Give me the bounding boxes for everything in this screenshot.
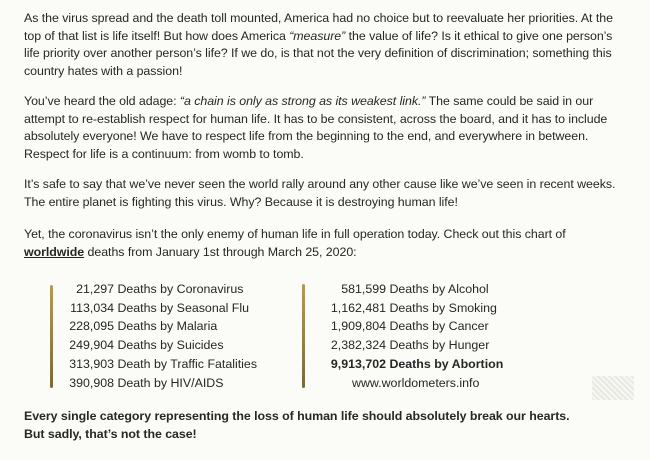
- left-column-rule: [50, 285, 53, 388]
- death-row: [58, 280, 288, 299]
- death-count: 313,903: [69, 356, 114, 371]
- death-count: 21,297: [76, 282, 114, 296]
- death-count: 390,908: [69, 375, 114, 390]
- death-count: 1,909,804: [330, 319, 386, 334]
- death-cause: Death by HIV/AIDS: [117, 375, 224, 390]
- paragraph-adage-text: You’ve heard the old adage:: [24, 94, 180, 108]
- death-row: [310, 336, 610, 355]
- death-cause: Deaths by Seasonal Flu: [117, 300, 250, 315]
- death-count: 2,382,324: [330, 338, 386, 353]
- closing-line-2: But sadly, that’s not the case!: [24, 426, 197, 441]
- death-cause: Death by Traffic Fatalities: [117, 356, 258, 371]
- death-row: [58, 299, 288, 318]
- right-column-rule: [302, 284, 305, 388]
- paragraph-priorities-text-end: the value of life? Is it ethical to give one person’s life priority over another person’s life? If we do, is that not the very definition of discrimination; something this country hates with a passion!: [24, 28, 613, 78]
- paragraph-chart-intro-text: Yet, the coronavirus isn’t the only enemy of human life in full operation today. Check out this chart of: [24, 227, 566, 241]
- closing-statement: [24, 408, 628, 443]
- chain-quote: “a chain is only as strong as its weakest link.”: [179, 94, 426, 108]
- death-row-abortion: [310, 355, 610, 374]
- death-row: [58, 374, 288, 393]
- scan-mark: [592, 376, 634, 400]
- paragraph-chart-intro-text-end: deaths from January 1st through March 25, 2020:: [84, 244, 357, 259]
- death-row: [310, 280, 610, 299]
- paragraph-priorities: [24, 10, 628, 80]
- paragraph-adage: [24, 93, 628, 163]
- source-citation: www.worldometers.info: [352, 375, 480, 390]
- death-count: 249,904: [69, 338, 114, 353]
- death-row: [310, 317, 610, 336]
- death-count: 228,095: [69, 319, 114, 334]
- closing-line-1: Every single category representing the loss of human life should absolutely break our hearts.: [24, 409, 570, 423]
- deaths-list-right: [310, 280, 610, 392]
- paragraph-priorities-text: As the virus spread and the death toll mounted, America had no choice but to reevaluate her priorities. At the top of that list is life itself! But how does America: [24, 11, 613, 43]
- death-count: 581,599: [341, 282, 386, 296]
- death-cause: Deaths by Malaria: [117, 319, 218, 334]
- death-cause: Deaths by Alcohol: [389, 282, 489, 296]
- paragraph-world-rally: It’s safe to say that we’ve never seen the world rally around any other cause like we’ve seen in recent weeks. The entire planet is fighting this virus. Why? Because it is destroying human life!: [24, 177, 616, 209]
- paragraph-adage-text-end: The same could be said in our attempt to re-establish respect for human life. It has to be consistent, across the board, and it has to include absolutely everyone! We have to respect life from the beginning to the end, and everywhere in between. Respect for life is a continuum: from womb to tomb.: [24, 94, 608, 161]
- deaths-list-left: [58, 280, 288, 392]
- death-row: [58, 317, 288, 336]
- paragraph-chart-intro: [24, 226, 628, 261]
- death-row: [58, 336, 288, 355]
- death-count: 9,913,702: [330, 356, 386, 371]
- death-row: [58, 355, 288, 374]
- death-count: 1,162,481: [330, 300, 386, 315]
- death-cause: Deaths by Hunger: [389, 338, 490, 353]
- death-row: [310, 299, 610, 318]
- death-cause: Deaths by Abortion: [389, 356, 504, 371]
- death-count: 113,034: [70, 300, 114, 315]
- worldwide-emphasis: worldwide: [24, 244, 85, 259]
- death-cause: Deaths by Smoking: [389, 300, 497, 315]
- death-cause: Deaths by Cancer: [389, 319, 489, 334]
- measure-quote: “measure”: [289, 28, 346, 43]
- death-cause: Deaths by Coronavirus: [117, 282, 244, 296]
- death-cause: Deaths by Suicides: [117, 338, 224, 353]
